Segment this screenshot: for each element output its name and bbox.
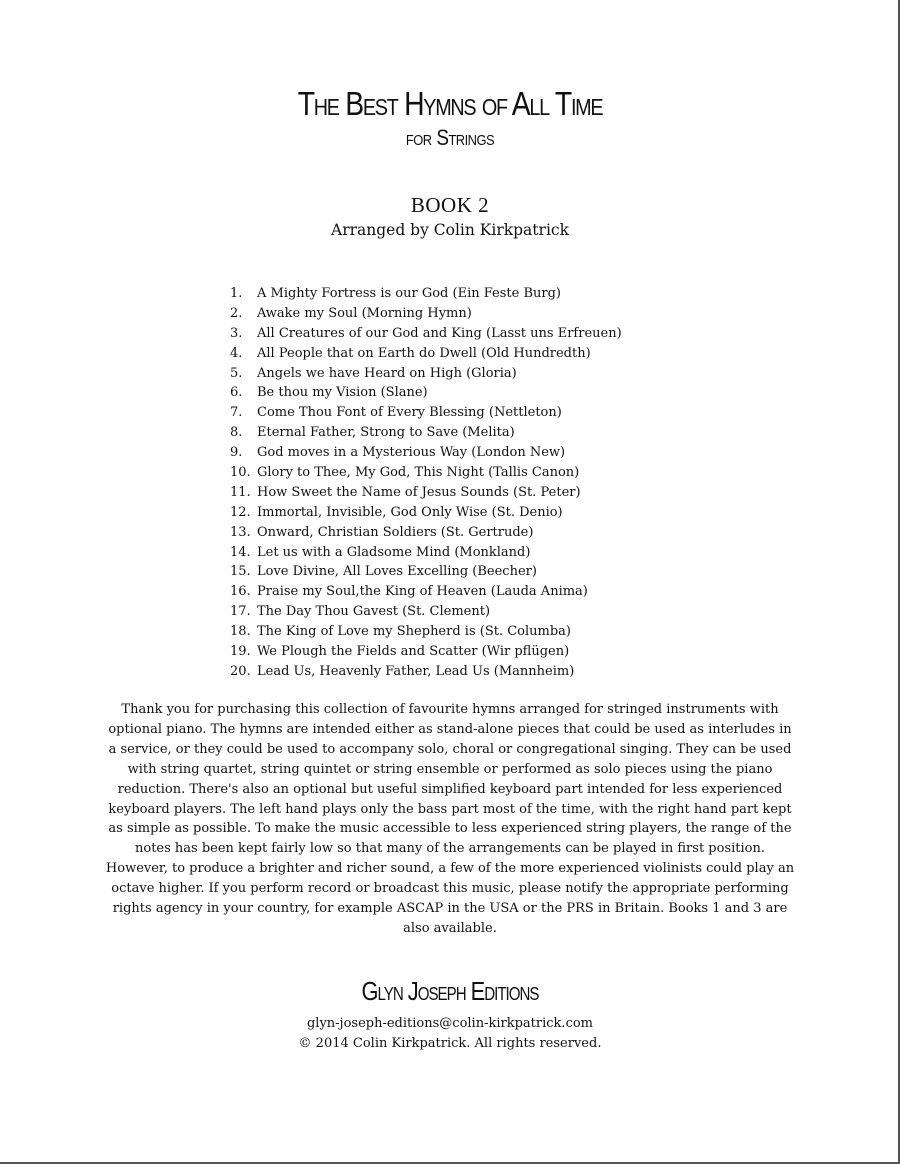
hymn-list-item xyxy=(230,443,622,463)
hymn-title: Lead Us, Heavenly Father, Lead Us (Mannheim) xyxy=(257,663,575,679)
hymn-list-item xyxy=(230,622,622,642)
hymn-title: Love Divine, All Loves Excelling (Beecher) xyxy=(257,564,537,580)
hymn-list xyxy=(230,284,622,682)
hymn-title: We Plough the Fields and Scatter (Wir pflügen) xyxy=(257,644,570,660)
hymn-title: How Sweet the Name of Jesus Sounds (St. Peter) xyxy=(257,484,581,500)
hymn-number: 6. xyxy=(230,385,243,401)
hymn-list-item xyxy=(230,503,622,523)
hymn-title: All People that on Earth do Dwell (Old Hundredth) xyxy=(257,345,591,361)
hymn-number: 16. xyxy=(230,584,251,600)
hymn-number: 19. xyxy=(230,644,251,660)
hymn-list-item xyxy=(230,483,622,503)
book-label: BOOK 2 xyxy=(410,193,490,217)
hymn-number: 4. xyxy=(230,345,243,361)
hymn-title: Angels we have Heard on High (Gloria) xyxy=(257,365,517,381)
hymn-list-item xyxy=(230,403,622,423)
hymn-number: 20. xyxy=(230,663,251,679)
hymn-title: The Day Thou Gavest (St. Clement) xyxy=(257,604,491,620)
hymn-number: 2. xyxy=(230,305,243,321)
hymn-list-item xyxy=(230,602,622,622)
hymn-list-item xyxy=(230,304,622,324)
hymn-list-item xyxy=(230,642,622,662)
hymn-number: 9. xyxy=(230,445,243,461)
hymn-title: Let us with a Gladsome Mind (Monkland) xyxy=(257,544,531,560)
hymn-list-item xyxy=(230,383,622,403)
hymn-number: 8. xyxy=(230,425,243,441)
hymn-title: Be thou my Vision (Slane) xyxy=(257,385,428,401)
hymn-title: Glory to Thee, My God, This Night (Tallis Canon) xyxy=(257,465,580,481)
hymn-number: 11. xyxy=(230,484,251,500)
hymn-number: 1. xyxy=(230,286,243,301)
copyright-notice: © 2014 Colin Kirkpatrick. All rights reserved. xyxy=(298,1036,602,1051)
hymn-title: A Mighty Fortress is our God (Ein Feste Burg) xyxy=(257,286,561,301)
hymn-number: 18. xyxy=(230,624,251,640)
hymn-title: Onward, Christian Soldiers (St. Gertrude) xyxy=(257,524,534,540)
hymn-list-item xyxy=(230,463,622,483)
hymn-list-item xyxy=(230,562,622,582)
hymn-number: 13. xyxy=(230,524,251,540)
hymn-number: 17. xyxy=(230,604,251,620)
hymn-list-item xyxy=(230,284,622,304)
hymn-list-item xyxy=(230,344,622,364)
hymn-title: God moves in a Mysterious Way (London New) xyxy=(257,445,566,461)
publisher-logo: Glyn Joseph Editions xyxy=(361,976,539,1006)
hymn-list-item xyxy=(230,364,622,384)
hymn-number: 15. xyxy=(230,564,251,580)
hymn-list-item xyxy=(230,324,622,344)
page-title: The Best Hymns of All Time xyxy=(297,85,603,122)
hymn-title: All Creatures of our God and King (Lasst uns Erfreuen) xyxy=(257,325,622,341)
intro-paragraph: Thank you for purchasing this collection of favourite hymns arranged for stringed instruments with optional piano. The hymns are intended either as stand-alone pieces that could be used as interludes in a service, or they could be used to accompany solo, choral or congregational singing. They can be used with string quartet, string quintet or string ensemble or performed as solo pieces using the piano reduction. There's also an optional but useful simplified keyboard part intended for less experienced keyboard players. The left hand plays only the bass part most of the time, with the right hand part kept as simple as possible. To make the music accessible to less experienced string players, the range of the notes has been kept fairly low so that many of the arrangements can be played in first position. However, to produce a brighter and richer sound, a few of the more experienced violinists could play an octave higher. If you perform record or broadcast this music, please notify the appropriate performing rights agency in your country, for example ASCAP in the USA or the PRS in Britain. Books 1 and 3 are also available. xyxy=(105,702,795,936)
hymn-title: The King of Love my Shepherd is (St. Columba) xyxy=(257,624,571,640)
hymn-number: 10. xyxy=(230,465,251,481)
hymn-title: Praise my Soul,the King of Heaven (Lauda Anima) xyxy=(257,584,588,600)
hymn-list-item xyxy=(230,423,622,443)
hymn-list-item xyxy=(230,523,622,543)
hymn-title: Immortal, Invisible, God Only Wise (St. Denio) xyxy=(257,504,563,520)
arranger-credit: Arranged by Colin Kirkpatrick xyxy=(331,221,569,239)
hymn-number: 7. xyxy=(230,405,243,421)
hymn-title: Come Thou Font of Every Blessing (Nettleton) xyxy=(257,405,562,421)
page-subtitle: for Strings xyxy=(405,125,495,150)
hymn-list-item xyxy=(230,582,622,602)
hymn-number: 5. xyxy=(230,365,243,381)
hymn-number: 3. xyxy=(230,325,243,341)
hymn-title: Eternal Father, Strong to Save (Melita) xyxy=(257,425,515,441)
hymn-list-item xyxy=(230,543,622,563)
hymn-number: 12. xyxy=(230,504,251,520)
hymn-number: 14. xyxy=(230,544,251,560)
contact-email: glyn-joseph-editions@colin-kirkpatrick.com xyxy=(306,1016,594,1031)
hymn-title: Awake my Soul (Morning Hymn) xyxy=(257,305,472,321)
hymn-list-item xyxy=(230,662,622,682)
